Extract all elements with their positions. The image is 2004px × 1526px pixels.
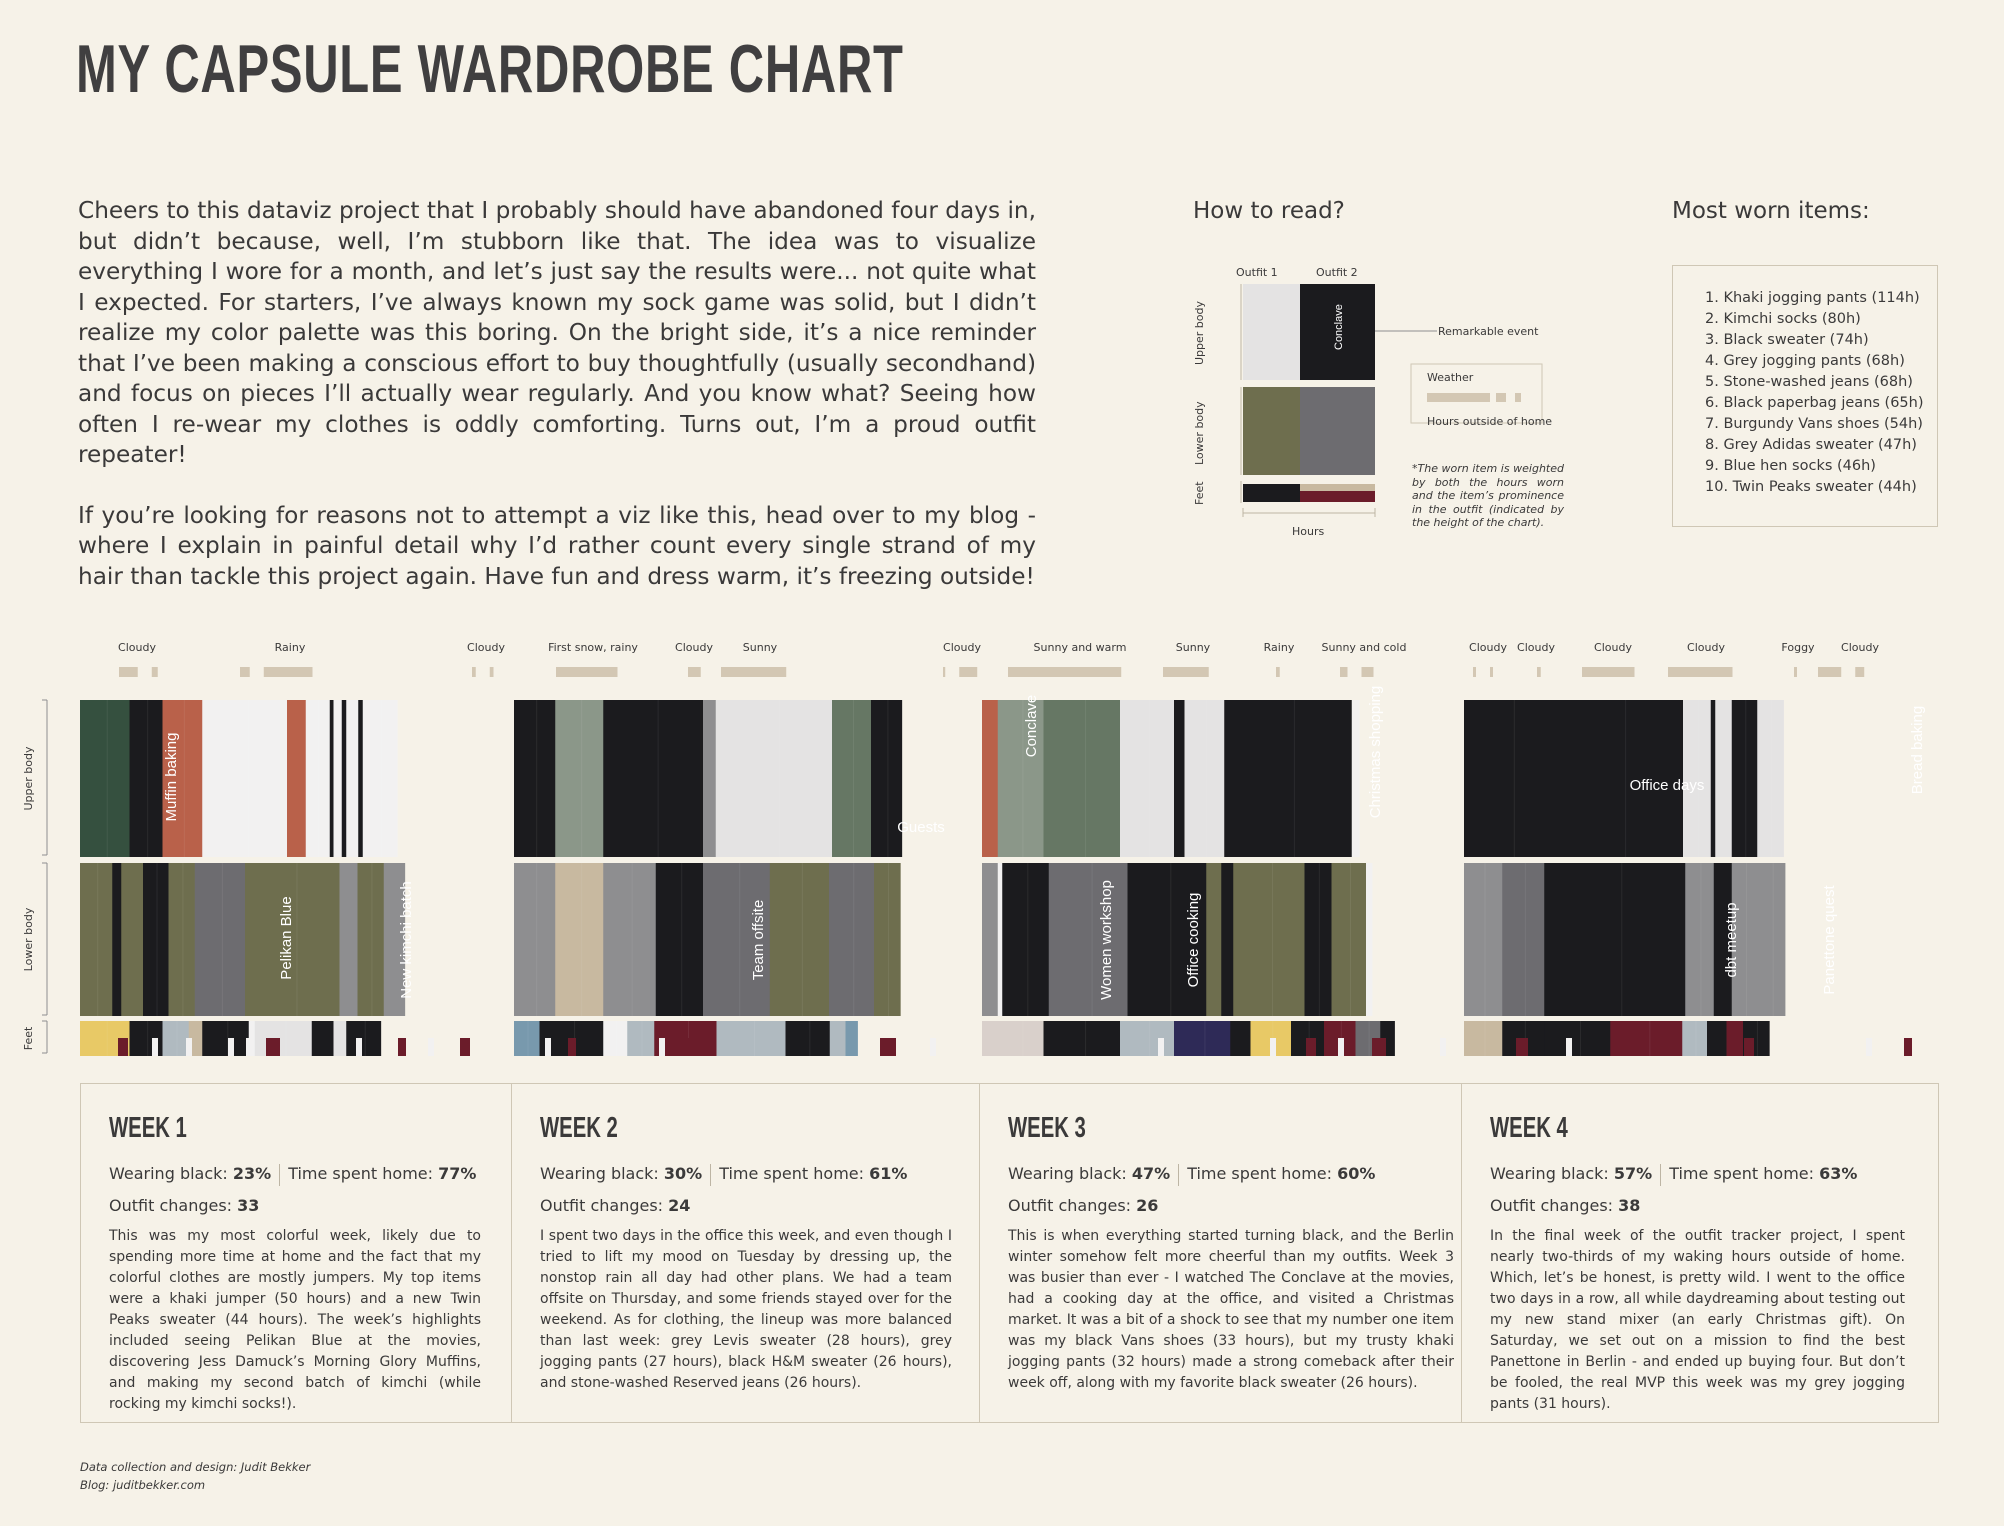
home-label: Time spent home: bbox=[1669, 1164, 1815, 1183]
segment-upper-w3-6 bbox=[1185, 700, 1225, 857]
weather-bar-3-2 bbox=[490, 667, 494, 677]
segment-feet-w1-3 bbox=[163, 1021, 190, 1056]
divider bbox=[1178, 1164, 1179, 1186]
segment-lower-w3-7 bbox=[1221, 863, 1233, 1016]
segment-feet-w2-3 bbox=[603, 1021, 627, 1056]
segment-upper-w2-1 bbox=[514, 700, 556, 857]
segment-upper-w1-5 bbox=[287, 700, 306, 857]
weather-bar-14-1 bbox=[1582, 667, 1635, 677]
event-label-5: Guests bbox=[897, 819, 945, 836]
segment-feet-w2-6 bbox=[717, 1021, 786, 1056]
segment-lower-w4-3 bbox=[1544, 863, 1685, 1016]
legend-event-label: Conclave bbox=[1333, 304, 1345, 350]
segment-feet-w3-6 bbox=[1230, 1021, 1251, 1056]
week-1-text: This was my most colorful week, likely due to spending more time at home and the fact that my colorful clothes are mostly jumpers. My top items were a khaki jumper (50 hours) and a new Twin Peaks sweater (44 hours). The week’s highlights included seeing Pelikan Blue at the movies, discovering Jess Damuck’s Morning Glory Muffins, and making my second batch of kimchi (while rocking my kimchi socks!). bbox=[109, 1228, 481, 1412]
black-label: Wearing black: bbox=[109, 1164, 228, 1183]
most-worn-list bbox=[1673, 266, 1937, 498]
segment-feet-w4-6 bbox=[1707, 1021, 1727, 1056]
weather-label-10: Rainy bbox=[1263, 641, 1295, 654]
most-worn-item: 8. Grey Adidas sweater (47h) bbox=[1705, 437, 1917, 453]
sock-mark-13 bbox=[659, 1038, 665, 1056]
segment-lower-w4-4 bbox=[1685, 863, 1714, 1016]
sock-mark-4 bbox=[228, 1038, 234, 1056]
segment-lower-w1-8 bbox=[340, 863, 358, 1016]
week-3-title: WEEK 3 bbox=[1008, 1112, 1086, 1144]
segment-upper-w1-9 bbox=[342, 700, 347, 857]
weather-label-16: Foggy bbox=[1781, 641, 1815, 654]
sock-mark-27 bbox=[1904, 1038, 1912, 1056]
most-worn-box bbox=[1672, 265, 1938, 527]
event-label-3: New kimchi batch bbox=[398, 881, 415, 999]
black-value: 23% bbox=[232, 1164, 272, 1183]
legend-outfit2-feet-top bbox=[1300, 484, 1375, 491]
sock-mark-12 bbox=[568, 1038, 576, 1056]
segment-upper-w4-1 bbox=[1464, 700, 1556, 857]
home-label: Time spent home: bbox=[719, 1164, 865, 1183]
segment-lower-w3-11 bbox=[1366, 863, 1372, 1016]
most-worn-item: 2. Kimchi socks (80h) bbox=[1705, 311, 1861, 327]
most-worn-item: 7. Burgundy Vans shoes (54h) bbox=[1705, 416, 1923, 432]
week-4-title: WEEK 4 bbox=[1490, 1112, 1568, 1144]
weather-label-11: Sunny and cold bbox=[1321, 641, 1407, 654]
segment-lower-w3-8 bbox=[1233, 863, 1305, 1016]
segment-upper-w1-11 bbox=[358, 700, 363, 857]
changes-label: Outfit changes: bbox=[1490, 1196, 1614, 1215]
weather-label-4: First snow, rainy bbox=[548, 641, 638, 654]
legend-outfit2-feet-bottom bbox=[1300, 491, 1375, 502]
segment-lower-w2-7 bbox=[829, 863, 874, 1016]
segment-upper-w1-4 bbox=[202, 700, 287, 857]
segment-feet-w3-1 bbox=[982, 1021, 998, 1056]
segment-lower-w4-2 bbox=[1502, 863, 1544, 1016]
segment-upper-w1-7 bbox=[330, 700, 334, 857]
sock-mark-9 bbox=[428, 1038, 434, 1056]
weather-bar-11-1 bbox=[1340, 667, 1348, 677]
week-4-stats bbox=[1490, 1158, 1857, 1222]
segment-upper-w2-4 bbox=[703, 700, 716, 857]
changes-value: 26 bbox=[1136, 1196, 1159, 1215]
legend-weather-bar-1 bbox=[1427, 393, 1490, 402]
week-2-box bbox=[511, 1083, 980, 1423]
weather-bar-2-1 bbox=[240, 667, 250, 677]
event-label-1: Muffin baking bbox=[163, 732, 180, 822]
home-value: 77% bbox=[438, 1164, 477, 1183]
segment-lower-w4-1 bbox=[1464, 863, 1503, 1016]
weather-label-17: Cloudy bbox=[1841, 641, 1879, 654]
black-label: Wearing black: bbox=[1490, 1164, 1609, 1183]
sock-mark-22 bbox=[1440, 1038, 1446, 1056]
segment-upper-w1-6 bbox=[306, 700, 330, 857]
weather-label-7: Cloudy bbox=[943, 641, 981, 654]
event-label-9: Christmas shopping bbox=[1367, 685, 1384, 819]
weather-bar-6-1 bbox=[721, 667, 786, 677]
divider bbox=[1660, 1164, 1661, 1186]
legend-outfit1-label: Outfit 1 bbox=[1236, 266, 1278, 279]
segment-upper-w4-7 bbox=[1757, 700, 1784, 857]
weather-bar-10-1 bbox=[1276, 667, 1280, 677]
legend-lower-label: Lower body bbox=[1193, 401, 1206, 465]
segment-feet-w1-5 bbox=[202, 1021, 249, 1056]
sock-mark-8 bbox=[398, 1038, 406, 1056]
event-label-11: dbt meetup bbox=[1723, 902, 1740, 978]
segment-upper-w3-4 bbox=[1120, 700, 1174, 857]
segment-upper-w2-3 bbox=[603, 700, 703, 857]
segment-feet-w4-7 bbox=[1727, 1021, 1744, 1056]
week-1-title: WEEK 1 bbox=[109, 1112, 187, 1144]
segment-feet-w3-2 bbox=[998, 1021, 1044, 1056]
weather-label-15: Cloudy bbox=[1687, 641, 1725, 654]
legend-note: *The worn item is weighted by both the hours worn and the item’s prominence in the outfit (indicated by the height of the chart). bbox=[1412, 462, 1564, 529]
segment-upper-w2-2 bbox=[555, 700, 603, 857]
intro-text bbox=[78, 196, 1036, 622]
segment-lower-w2-8 bbox=[874, 863, 901, 1016]
segment-feet-w4-5 bbox=[1682, 1021, 1707, 1056]
page-title: MY CAPSULE WARDROBE CHART bbox=[76, 31, 904, 107]
segment-feet-w3-4 bbox=[1120, 1021, 1174, 1056]
week-2-title: WEEK 2 bbox=[540, 1112, 618, 1144]
weather-label-6: Sunny bbox=[742, 641, 778, 654]
black-value: 47% bbox=[1131, 1164, 1171, 1183]
sock-mark-16 bbox=[930, 1038, 936, 1056]
black-value: 57% bbox=[1613, 1164, 1653, 1183]
credits bbox=[80, 1458, 310, 1494]
segment-feet-w2-7 bbox=[786, 1021, 831, 1056]
weather-bar-1-1 bbox=[119, 667, 138, 677]
segment-upper-w4-5 bbox=[1715, 700, 1732, 857]
segment-lower-w3-4 bbox=[1049, 863, 1128, 1016]
legend-weather-bar-2 bbox=[1496, 393, 1506, 402]
most-worn-heading: Most worn items: bbox=[1672, 198, 1870, 224]
event-label-4: Team offsite bbox=[750, 899, 767, 981]
segment-feet-w1-9 bbox=[334, 1021, 347, 1056]
segment-lower-w2-2 bbox=[555, 863, 603, 1016]
event-label-2: Pelikan Blue bbox=[278, 896, 295, 980]
sock-mark-23 bbox=[1516, 1038, 1528, 1056]
segment-lower-w1-1 bbox=[80, 863, 113, 1016]
home-value: 61% bbox=[869, 1164, 908, 1183]
week-1-box bbox=[80, 1083, 512, 1423]
segment-upper-w2-5 bbox=[716, 700, 833, 857]
changes-value: 24 bbox=[668, 1196, 691, 1215]
weather-bar-17-2 bbox=[1855, 667, 1864, 677]
segment-lower-w3-9 bbox=[1305, 863, 1332, 1016]
weather-label-13: Cloudy bbox=[1517, 641, 1555, 654]
segment-lower-w4-7 bbox=[1759, 863, 1786, 1016]
changes-value: 33 bbox=[237, 1196, 260, 1215]
black-label: Wearing black: bbox=[1008, 1164, 1127, 1183]
segment-lower-w2-6 bbox=[770, 863, 830, 1016]
segment-feet-w1-8 bbox=[312, 1021, 334, 1056]
sock-mark-14 bbox=[684, 1038, 692, 1056]
segment-upper-w3-1 bbox=[982, 700, 998, 857]
sock-mark-1 bbox=[118, 1038, 128, 1056]
segment-lower-w1-9 bbox=[358, 863, 385, 1016]
legend-outfit2-label: Outfit 2 bbox=[1316, 266, 1358, 279]
segment-lower-w3-6 bbox=[1206, 863, 1221, 1016]
most-worn-item: 6. Black paperbag jeans (65h) bbox=[1705, 395, 1924, 411]
week-1-stats bbox=[109, 1158, 476, 1222]
week-2-text: I spent two days in the office this week, and even though I tried to lift my mood on Tuesday by dressing up, the nonstop rain all day had other plans. We had a team offsite on Thursday, and some friends stayed over for the weekend. As for clothing, the lineup was more balanced than last week: grey Levis sweater (28 hours), grey jogging pants (27 hours), black H&M sweater (26 hours), and stone-washed Reserved jeans (26 hours). bbox=[540, 1228, 952, 1391]
weather-label-12: Cloudy bbox=[1469, 641, 1507, 654]
segment-upper-w2-6 bbox=[832, 700, 871, 857]
segment-lower-w1-6 bbox=[195, 863, 246, 1016]
most-worn-item: 1. Khaki jogging pants (114h) bbox=[1705, 290, 1920, 306]
sock-mark-26 bbox=[1866, 1038, 1872, 1056]
event-label-7: Women workshop bbox=[1098, 880, 1115, 1000]
segment-feet-w3-3 bbox=[1044, 1021, 1121, 1056]
row-label-upper: Upper body bbox=[22, 746, 35, 811]
weather-label-2: Rainy bbox=[274, 641, 306, 654]
most-worn-item: 5. Stone-washed jeans (68h) bbox=[1705, 374, 1913, 390]
segment-lower-w1-3 bbox=[121, 863, 143, 1016]
week-2-stats bbox=[540, 1158, 907, 1222]
segment-lower-w2-4 bbox=[656, 863, 704, 1016]
legend-outfit1-upper bbox=[1243, 284, 1300, 380]
weather-label-8: Sunny and warm bbox=[1033, 641, 1127, 654]
row-label-lower: Lower body bbox=[22, 907, 35, 972]
segment-lower-w1-5 bbox=[169, 863, 196, 1016]
legend-remarkable-label: Remarkable event bbox=[1438, 325, 1539, 338]
weather-bar-8-1 bbox=[1008, 667, 1121, 677]
most-worn-item: 10. Twin Peaks sweater (44h) bbox=[1705, 479, 1917, 495]
divider bbox=[710, 1164, 711, 1186]
segment-feet-w4-3 bbox=[1544, 1021, 1610, 1056]
weather-bar-9-1 bbox=[1163, 667, 1209, 677]
event-label-10: Office days bbox=[1629, 777, 1705, 794]
event-label-12: Panettone quest bbox=[1821, 885, 1838, 995]
segment-lower-w3-10 bbox=[1332, 863, 1367, 1016]
week-3-text: This is when everything started turning black, and the Berlin winter somehow felt more cheerful than my outfits. Week 3 was busier than ever - I watched The Conclave at the movies, had a cooking day at the office, and visited a Christmas market. It was a bit of a shock to see that my number one item was my black Vans shoes (33 hours), but my trusty khaki jogging pants (32 hours) made a strong comeback after their week off, along with my favorite black sweater (26 hours). bbox=[1008, 1228, 1454, 1391]
home-value: 63% bbox=[1819, 1164, 1858, 1183]
legend-outfit1-feet bbox=[1243, 484, 1300, 502]
segment-feet-w2-9 bbox=[846, 1021, 858, 1056]
segment-lower-w3-1 bbox=[982, 863, 998, 1016]
credits-blog: Blog: juditbekker.com bbox=[80, 1478, 206, 1492]
sock-mark-18 bbox=[1270, 1038, 1276, 1056]
weather-label-3: Cloudy bbox=[467, 641, 505, 654]
segment-upper-w1-2 bbox=[130, 700, 163, 857]
black-value: 30% bbox=[663, 1164, 703, 1183]
weather-label-1: Cloudy bbox=[118, 641, 156, 654]
sock-mark-17 bbox=[1158, 1038, 1164, 1056]
changes-label: Outfit changes: bbox=[109, 1196, 233, 1215]
changes-label: Outfit changes: bbox=[540, 1196, 664, 1215]
sock-mark-25 bbox=[1744, 1038, 1754, 1056]
intro-paragraph-1: Cheers to this dataviz project that I probably should have abandoned four days in, but didn’t because, well, I’m stubborn like that. The idea was to visualize everything I wore for a month, and let’s just say the results were... not quite what I expected. For starters, I’ve always known my sock game was solid, but I didn’t realize my color palette was this boring. On the bright side, it’s a nice reminder that I’ve been making a conscious effort to buy thoughtfully (usually secondhand) and focus on pieces I’ll actually wear regularly. And you know what? Seeing how often I re-wear my clothes is oddly comforting. Turns out, I’m a proud outfit repeater! bbox=[78, 197, 1036, 468]
sock-mark-15 bbox=[880, 1038, 896, 1056]
legend-outfit1-lower bbox=[1243, 387, 1300, 475]
weather-bar-12-1 bbox=[1473, 667, 1476, 677]
credits-author: Data collection and design: Judit Bekker bbox=[80, 1460, 311, 1474]
week-3-box bbox=[979, 1083, 1462, 1423]
row-label-feet: Feet bbox=[22, 1026, 35, 1051]
weather-bar-7-1 bbox=[943, 667, 945, 677]
weather-bar-16-1 bbox=[1794, 667, 1797, 677]
how-to-read-heading: How to read? bbox=[1193, 198, 1345, 224]
changes-value: 38 bbox=[1618, 1196, 1641, 1215]
sock-mark-19 bbox=[1306, 1038, 1316, 1056]
segment-upper-w1-10 bbox=[346, 700, 358, 857]
sock-mark-7 bbox=[356, 1038, 362, 1056]
segment-lower-w1-2 bbox=[112, 863, 121, 1016]
weather-bar-7-2 bbox=[959, 667, 977, 677]
segment-lower-w2-3 bbox=[603, 863, 656, 1016]
intro-paragraph-2: If you’re looking for reasons not to attempt a viz like this, head over to my blog - where I explain in painful detail why I’d rather count every single strand of my hair than tackle this project again. Have fun and dress warm, it’s freezing outside! bbox=[78, 501, 1036, 590]
divider bbox=[279, 1164, 280, 1186]
most-worn-item: 4. Grey jogging pants (68h) bbox=[1705, 353, 1905, 369]
segment-feet-w4-1 bbox=[1464, 1021, 1503, 1056]
segment-feet-w3-5 bbox=[1174, 1021, 1231, 1056]
home-label: Time spent home: bbox=[288, 1164, 434, 1183]
legend-outfit2-lower bbox=[1300, 387, 1375, 475]
most-worn-item: 9. Blue hen socks (46h) bbox=[1705, 458, 1876, 474]
segment-upper-w3-5 bbox=[1174, 700, 1185, 857]
segment-lower-w2-1 bbox=[514, 863, 556, 1016]
legend-upper-label: Upper body bbox=[1193, 300, 1206, 365]
legend-feet-label: Feet bbox=[1193, 481, 1206, 505]
week-3-stats bbox=[1008, 1158, 1375, 1222]
sock-mark-10 bbox=[460, 1038, 470, 1056]
weather-bar-4-1 bbox=[556, 667, 618, 677]
home-label: Time spent home: bbox=[1187, 1164, 1333, 1183]
black-label: Wearing black: bbox=[540, 1164, 659, 1183]
segment-upper-w3-7 bbox=[1224, 700, 1352, 857]
segment-upper-w1-1 bbox=[80, 700, 130, 857]
wardrobe-chart bbox=[0, 640, 2004, 1060]
segment-feet-w2-4 bbox=[627, 1021, 654, 1056]
weather-bar-11-2 bbox=[1362, 667, 1374, 677]
sock-mark-6 bbox=[266, 1038, 280, 1056]
sock-mark-3 bbox=[186, 1038, 192, 1056]
sock-mark-5 bbox=[246, 1038, 252, 1056]
weather-bar-3-1 bbox=[472, 667, 476, 677]
weather-label-5: Cloudy bbox=[675, 641, 713, 654]
legend-weather-bar-3 bbox=[1515, 393, 1521, 402]
changes-label: Outfit changes: bbox=[1008, 1196, 1132, 1215]
legend-weather-label: Weather bbox=[1427, 371, 1474, 384]
segment-upper-w1-8 bbox=[334, 700, 343, 857]
segment-upper-w4-6 bbox=[1732, 700, 1758, 857]
segment-upper-w3-8 bbox=[1352, 700, 1360, 857]
segment-feet-w1-10 bbox=[346, 1021, 381, 1056]
legend-hours-outside-label: Hours outside of home bbox=[1427, 415, 1553, 428]
segment-lower-w3-3 bbox=[1002, 863, 1049, 1016]
sock-mark-21 bbox=[1372, 1038, 1386, 1056]
home-value: 60% bbox=[1337, 1164, 1376, 1183]
sock-mark-24 bbox=[1566, 1038, 1572, 1056]
sock-mark-20 bbox=[1338, 1038, 1344, 1056]
event-label-6: Conclave bbox=[1023, 694, 1040, 758]
week-4-text: In the final week of the outfit tracker project, I spent nearly two-thirds of my waking hours outside of home. Which, let’s be honest, is pretty wild. I went to the office two days in a row, all while daydreaming about testing out my new stand mixer (an early Christmas gift). On Saturday, we set out on a mission to find the best Panettone in Berlin - and ended up buying four. But don’t be fooled, the real MVP this week was my grey jogging pants (31 hours). bbox=[1490, 1228, 1905, 1412]
weather-bar-13-1 bbox=[1537, 667, 1541, 677]
weather-bar-5-1 bbox=[688, 667, 701, 677]
segment-feet-w1-7 bbox=[255, 1021, 312, 1056]
most-worn-item: 3. Black sweater (74h) bbox=[1705, 332, 1869, 348]
weather-label-9: Sunny bbox=[1175, 641, 1211, 654]
segment-upper-w4-4 bbox=[1711, 700, 1716, 857]
segment-feet-w2-1 bbox=[514, 1021, 540, 1056]
weather-bar-1-2 bbox=[152, 667, 158, 677]
sock-mark-2 bbox=[152, 1038, 158, 1056]
segment-feet-w2-8 bbox=[830, 1021, 846, 1056]
segment-feet-w4-4 bbox=[1610, 1021, 1682, 1056]
segment-upper-w1-12 bbox=[363, 700, 398, 857]
weather-label-14: Cloudy bbox=[1594, 641, 1632, 654]
segment-upper-w3-3 bbox=[1044, 700, 1121, 857]
segment-lower-w3-2 bbox=[998, 863, 1003, 1016]
segment-lower-w1-4 bbox=[143, 863, 169, 1016]
legend-hours-label: Hours bbox=[1292, 525, 1325, 538]
weather-bar-2-2 bbox=[264, 667, 313, 677]
weather-bar-17-1 bbox=[1818, 667, 1841, 677]
event-label-13: Bread baking bbox=[1909, 705, 1926, 795]
week-4-box bbox=[1461, 1083, 1939, 1423]
sock-mark-11 bbox=[545, 1038, 551, 1056]
event-label-8: Office cooking bbox=[1185, 892, 1202, 988]
weather-bar-12-2 bbox=[1490, 667, 1493, 677]
weather-bar-15-1 bbox=[1668, 667, 1733, 677]
